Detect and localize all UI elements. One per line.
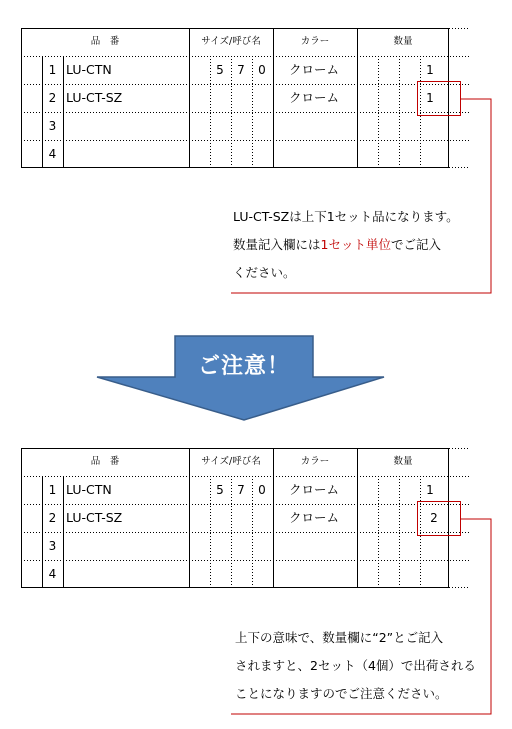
size-digit: 7 xyxy=(237,483,245,497)
caution-label: ご注意！ xyxy=(197,354,290,379)
header-part-number: 品 番 xyxy=(90,36,120,47)
header-part-number: 品 番 xyxy=(90,456,120,467)
part-number-cell: LU-CT-SZ xyxy=(66,90,123,105)
part-number-cell: LU-CTN xyxy=(66,62,112,77)
note-line: 上下の意味で、数量欄に“2”とご記入 xyxy=(235,630,444,645)
color-cell: クローム xyxy=(289,90,340,105)
note-line: ことになりますのでご注意ください。 xyxy=(235,686,448,701)
color-cell: クローム xyxy=(289,62,340,77)
part-number-cell: LU-CTN xyxy=(66,482,112,497)
note-emphasis: 1セット単位 xyxy=(320,237,391,252)
note-line: ください。 xyxy=(233,265,296,280)
row-number: 1 xyxy=(48,483,57,497)
row-number: 2 xyxy=(48,511,57,525)
note-line: されますと、2セット（4個）で出荷される xyxy=(235,658,476,673)
note-text: でご記入 xyxy=(390,237,441,252)
part-number-cell: LU-CT-SZ xyxy=(66,510,123,525)
header-size: サイズ/呼び名 xyxy=(201,36,261,47)
size-digit: 5 xyxy=(216,63,224,77)
row-number: 4 xyxy=(48,147,57,161)
quantity-cell: 1 xyxy=(426,91,434,105)
row-number: 3 xyxy=(48,119,57,133)
header-quantity: 数量 xyxy=(393,36,413,47)
row-number: 1 xyxy=(48,63,57,77)
color-cell: クローム xyxy=(289,482,340,497)
row-number: 3 xyxy=(48,539,57,553)
size-digit: 7 xyxy=(237,63,245,77)
note-text: 数量記入欄には xyxy=(233,237,321,252)
color-cell: クローム xyxy=(289,510,340,525)
quantity-cell: 1 xyxy=(426,483,434,497)
size-digit: 0 xyxy=(258,483,266,497)
header-size: サイズ/呼び名 xyxy=(201,456,261,467)
quantity-cell: 1 xyxy=(426,63,434,77)
row-number: 4 xyxy=(48,567,57,581)
note-after xyxy=(235,624,476,708)
size-digit: 5 xyxy=(216,483,224,497)
size-digit: 0 xyxy=(258,63,266,77)
row-number: 2 xyxy=(48,91,57,105)
header-color: カラー xyxy=(300,456,330,467)
note-line: LU-CT-SZは上下1セット品になります。 xyxy=(233,209,459,224)
quantity-cell: 2 xyxy=(430,511,438,525)
header-quantity: 数量 xyxy=(393,456,413,467)
header-color: カラー xyxy=(300,36,330,47)
